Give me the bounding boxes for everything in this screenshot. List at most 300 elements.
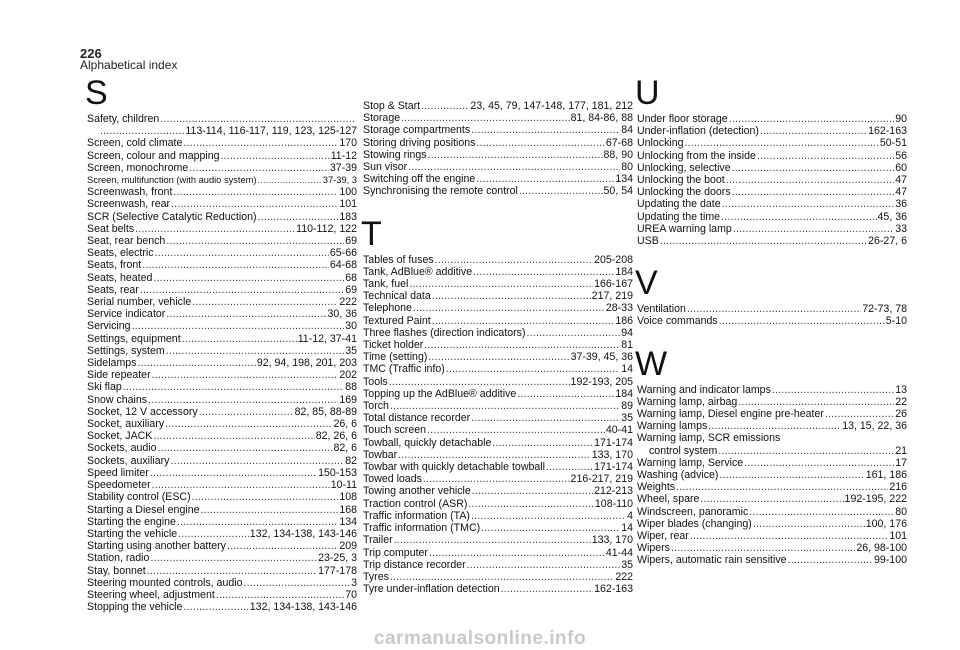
index-entry xyxy=(87,247,357,259)
index-entry-pages: 4 xyxy=(627,509,633,522)
index-entry xyxy=(637,125,907,137)
index-entry-pages: 100 xyxy=(339,186,357,199)
index-entry-label: Tables of fuses xyxy=(363,253,434,266)
index-entry xyxy=(363,100,633,112)
leader-dots xyxy=(171,198,338,210)
index-entry-pages: 70 xyxy=(345,588,357,601)
index-entry xyxy=(363,449,633,461)
index-entry-label: Unlocking from the inside xyxy=(637,149,756,162)
index-entry-pages: 56 xyxy=(895,149,907,162)
index-entry xyxy=(87,467,357,479)
index-entry-pages: 14 xyxy=(621,363,633,376)
index-entry-pages: 37-39, 3 xyxy=(322,175,357,186)
index-entry-label: Under floor storage xyxy=(637,113,728,125)
index-entry xyxy=(363,547,633,559)
index-entry-pages: 50, 54 xyxy=(603,185,633,198)
leader-dots xyxy=(150,552,317,564)
leader-dots xyxy=(708,420,841,432)
index-entry-pages: 82 xyxy=(345,454,357,467)
index-entry-label: Textured Paint xyxy=(363,314,431,327)
index-entry-label: Tank, AdBlue® additive xyxy=(363,265,473,278)
leader-dots xyxy=(200,504,338,516)
index-entry-label: Unlocking xyxy=(637,137,684,150)
leader-dots xyxy=(221,150,330,162)
index-entry-pages: 101 xyxy=(339,198,357,211)
index-entry-label: Stopping the vehicle xyxy=(87,601,183,614)
index-entry xyxy=(637,420,907,432)
index-entry-pages: 162-163 xyxy=(594,583,633,596)
leader-dots xyxy=(788,554,873,566)
leader-dots xyxy=(726,174,894,186)
leader-dots xyxy=(744,457,894,469)
index-entry-label: Screen, colour and mapping xyxy=(87,149,220,162)
index-entry xyxy=(637,186,907,198)
index-entry xyxy=(363,412,633,424)
index-entry-label: Torch xyxy=(363,400,389,413)
index-entry-label: Updating the date xyxy=(637,198,721,211)
index-entry xyxy=(637,211,907,223)
leader-dots xyxy=(757,150,894,162)
index-entry xyxy=(87,125,357,137)
index-entry-label: Ticket holder xyxy=(363,339,424,352)
index-entry-pages: 184 xyxy=(615,387,633,400)
index-entry-label: Steering mounted controls, audio xyxy=(87,576,243,589)
index-entry-pages: 209 xyxy=(339,540,357,553)
index-entry xyxy=(363,351,633,363)
leader-dots xyxy=(182,333,297,345)
index-entry-pages: 82, 6 xyxy=(333,442,357,455)
index-entry-pages: 69 xyxy=(345,283,357,296)
leader-dots xyxy=(183,601,248,613)
leader-dots xyxy=(471,412,620,424)
leader-dots xyxy=(183,137,338,149)
index-entry-pages: 35 xyxy=(621,412,633,425)
leader-dots xyxy=(519,185,603,197)
leader-dots xyxy=(166,235,344,247)
index-entry-pages: 162-163 xyxy=(868,125,907,138)
index-entry-label: Technical data xyxy=(363,290,431,303)
leader-dots xyxy=(719,315,885,327)
leader-dots xyxy=(690,530,889,542)
leader-dots xyxy=(476,173,614,185)
index-entry xyxy=(363,534,633,546)
index-entry xyxy=(87,223,357,235)
leader-dots xyxy=(413,302,605,314)
index-entry-pages: 222 xyxy=(615,570,633,583)
index-entry-label: Sockets, audio xyxy=(87,442,157,455)
index-entry xyxy=(87,479,357,491)
section-letter: U xyxy=(635,74,660,112)
index-entry xyxy=(363,388,633,400)
index-entry xyxy=(637,445,907,457)
index-entry-pages: 168 xyxy=(339,503,357,516)
index-entry-pages: 108-110 xyxy=(594,497,633,510)
index-entry-label: Weights xyxy=(637,481,676,494)
index-entry xyxy=(637,384,907,396)
index-entry-pages: 170 xyxy=(339,137,357,150)
leader-dots xyxy=(749,506,894,518)
index-entry xyxy=(363,559,633,571)
leader-dots xyxy=(660,235,867,247)
leader-dots xyxy=(142,259,329,271)
index-entry-label: Storage xyxy=(363,112,401,125)
index-entry-label: Sockets, auxiliary xyxy=(87,454,170,467)
index-entry xyxy=(87,540,357,552)
index-entry-label: Warning lamp, airbag xyxy=(637,395,738,408)
index-entry xyxy=(363,278,633,290)
index-entry xyxy=(87,272,357,284)
index-entry-label: Settings, equipment xyxy=(87,332,181,345)
index-entry xyxy=(87,430,357,442)
leader-dots xyxy=(148,394,338,406)
index-entry-label: Sidelamps xyxy=(87,357,137,370)
index-entry-label: Seats, heated xyxy=(87,271,153,284)
index-entry-pages: 113-114, 116-117, 119, 123, 125-127 xyxy=(185,125,357,138)
index-entry-label: Safety, children xyxy=(87,113,160,125)
index-entry-label: Traction control (ASR) xyxy=(363,497,468,510)
leader-dots xyxy=(216,589,344,601)
index-entry-pages: 13 xyxy=(895,383,907,396)
index-entry xyxy=(637,137,907,149)
index-entry xyxy=(87,577,357,589)
leader-dots xyxy=(476,137,604,149)
leader-dots xyxy=(192,296,338,308)
index-entry-label: Trailer xyxy=(363,534,393,547)
index-entry-pages: 10-11 xyxy=(330,479,357,492)
index-entry xyxy=(87,137,357,149)
index-entry-pages: 22 xyxy=(895,395,907,408)
index-entry-label: Socket, auxiliary xyxy=(87,418,165,431)
index-entry-pages: 202 xyxy=(339,369,357,382)
leader-dots xyxy=(132,320,345,332)
index-entry-pages: 186 xyxy=(615,314,633,327)
index-entry xyxy=(637,542,907,554)
leader-dots xyxy=(676,481,888,493)
index-entry-pages: 108 xyxy=(339,491,357,504)
index-entry-label: Side repeater xyxy=(87,369,151,382)
index-entry-pages: 184 xyxy=(615,265,633,278)
index-entry-pages: 30, 36 xyxy=(327,308,357,321)
leader-dots xyxy=(152,369,339,381)
index-entry-label: Storing driving positions xyxy=(363,136,476,149)
leader-dots xyxy=(394,534,591,546)
index-entry-label: Unlocking the doors xyxy=(637,186,731,199)
index-entry-label: Three flashes (direction indicators) xyxy=(363,326,526,339)
index-entry xyxy=(637,396,907,408)
index-entry-pages: 205-208 xyxy=(594,253,633,266)
index-entry-label: Station, radio xyxy=(87,552,150,565)
index-entry-pages: 133, 170 xyxy=(591,448,633,461)
index-entry-label: Switching off the engine xyxy=(363,173,476,186)
index-entry-pages: 35 xyxy=(621,558,633,571)
leader-dots xyxy=(733,223,894,235)
index-entry-label: Screen, cold climate xyxy=(87,137,183,150)
leader-dots xyxy=(429,547,605,559)
leader-dots xyxy=(227,540,338,552)
index-entry-label: Wiper, rear xyxy=(637,530,689,543)
index-entry xyxy=(363,137,633,149)
index-entry xyxy=(637,506,907,518)
leader-dots xyxy=(432,315,615,327)
index-entry-label: Telephone xyxy=(363,302,412,315)
index-entry-pages: 72-73, 78 xyxy=(862,303,907,316)
index-entry-pages: 192-195, 222 xyxy=(844,493,907,506)
index-entry-pages: 81 xyxy=(621,339,633,352)
index-entry xyxy=(87,345,357,357)
leader-dots xyxy=(700,493,843,505)
index-entry xyxy=(87,162,357,174)
index-entry-pages: 26, 98-100 xyxy=(856,542,907,555)
leader-dots xyxy=(517,388,614,400)
index-entry-label: Unlocking the boot xyxy=(637,174,725,187)
leader-dots xyxy=(160,113,356,125)
index-entry-label: Washing (advice) xyxy=(637,469,719,482)
index-entry xyxy=(87,174,357,186)
index-entry-pages: 132, 134-138, 143-146 xyxy=(249,527,357,540)
leader-dots xyxy=(772,384,894,396)
index-entry-label: Seat belts xyxy=(87,222,135,235)
leader-dots xyxy=(492,437,593,449)
index-entry-pages: 40-41 xyxy=(605,424,633,437)
index-entry-label: Wipers, automatic rain sensitive xyxy=(637,554,787,567)
index-entry-pages: 69 xyxy=(345,235,357,248)
index-entry-label: Sun visor xyxy=(363,161,408,174)
index-entry-pages: 41-44 xyxy=(605,546,633,559)
leader-dots xyxy=(192,491,339,503)
leader-dots xyxy=(140,284,344,296)
leader-dots xyxy=(432,290,591,302)
index-entry-pages: 68 xyxy=(345,271,357,284)
index-entry-label: Unlocking, selective xyxy=(637,161,731,174)
index-entry-pages: 23-25, 3 xyxy=(318,552,357,565)
index-entry-pages: 92, 94, 198, 201, 203 xyxy=(256,357,357,370)
index-entry-pages: 80 xyxy=(895,505,907,518)
section-gap xyxy=(637,328,907,342)
watermark: carmanualsonline.info xyxy=(373,628,587,649)
index-entry-label: Stay, bonnet xyxy=(87,564,146,577)
index-entry-label: Tyres xyxy=(363,570,389,583)
index-entry-label: Warning lamp, Service xyxy=(637,456,744,469)
index-entry-pages: 60 xyxy=(895,161,907,174)
index-entry xyxy=(363,254,633,266)
leader-dots xyxy=(718,445,894,457)
index-entry-label: Trip distance recorder xyxy=(363,558,466,571)
index-entry-label: USB xyxy=(637,235,659,248)
index-entry xyxy=(87,589,357,601)
index-entry xyxy=(87,211,357,223)
index-entry-pages: 35 xyxy=(345,344,357,357)
leader-dots xyxy=(166,345,344,357)
index-entry-label: Trip computer xyxy=(363,546,428,559)
index-entry-pages: 5-10 xyxy=(885,315,907,328)
index-entry-label: Traffic information (TA) xyxy=(363,509,470,522)
index-entry xyxy=(363,473,633,485)
index-column-2 xyxy=(363,100,633,595)
index-entry-label: Tank, fuel xyxy=(363,278,409,291)
index-entry-label: Service indicator xyxy=(87,308,166,321)
index-entry xyxy=(87,357,357,369)
leader-dots xyxy=(409,278,593,290)
index-entry-pages: 99-100 xyxy=(874,554,907,567)
index-entry xyxy=(637,469,907,481)
index-entry xyxy=(87,333,357,345)
index-entry xyxy=(363,327,633,339)
leader-dots xyxy=(390,571,614,583)
index-entry xyxy=(363,510,633,522)
index-entry-pages: 169 xyxy=(339,393,357,406)
index-entry xyxy=(637,162,907,174)
index-entry-label: SCR (Selective Catalytic Reduction) xyxy=(87,210,257,223)
index-entry-pages: 94 xyxy=(621,326,633,339)
leader-dots xyxy=(147,565,317,577)
index-entry-pages: 100, 176 xyxy=(865,517,907,530)
leader-dots xyxy=(100,125,184,137)
section-letter: S xyxy=(85,74,108,112)
leader-dots xyxy=(257,174,321,186)
index-entry-label: Seats, rear xyxy=(87,283,139,296)
leader-dots xyxy=(825,408,894,420)
index-entry xyxy=(363,400,633,412)
index-entry-pages: 84 xyxy=(621,124,633,137)
index-entry-label: Speedometer xyxy=(87,479,151,492)
index-entry-label: Ski flap xyxy=(87,381,122,394)
index-entry-pages: 88 xyxy=(345,381,357,394)
leader-dots xyxy=(732,186,895,198)
index-entry-pages: 80 xyxy=(621,161,633,174)
index-entry xyxy=(87,150,357,162)
index-entry xyxy=(87,113,357,125)
index-entry xyxy=(87,442,357,454)
index-entry xyxy=(363,290,633,302)
leader-dots xyxy=(170,455,344,467)
index-entry-label: Servicing xyxy=(87,320,131,333)
leader-dots xyxy=(135,223,295,235)
index-entry xyxy=(363,185,633,197)
index-entry xyxy=(363,437,633,449)
leader-dots xyxy=(468,498,594,510)
index-entry-pages: 30 xyxy=(345,320,357,333)
index-entry xyxy=(363,461,633,473)
index-entry xyxy=(87,491,357,503)
index-entry-label: Socket, JACK xyxy=(87,430,153,443)
index-entry xyxy=(363,266,633,278)
index-entry-label: Seats, electric xyxy=(87,247,154,260)
index-entry-label: Steering wheel, adjustment xyxy=(87,588,215,601)
index-entry-pages: 26-27, 6 xyxy=(868,235,907,248)
index-entry-label: Tools xyxy=(363,375,388,388)
section-letter: V xyxy=(635,264,658,303)
index-entry-pages: 183 xyxy=(339,210,357,223)
index-entry xyxy=(637,457,907,469)
index-entry-pages: 11-12, 37-41 xyxy=(297,332,357,345)
section-letter: T xyxy=(361,214,382,253)
leader-dots xyxy=(199,406,294,418)
leader-dots xyxy=(152,479,330,491)
index-entry-label: Towbar with quickly detachable towball xyxy=(363,461,545,474)
leader-dots xyxy=(738,396,894,408)
leader-dots xyxy=(546,461,593,473)
leader-dots xyxy=(165,418,332,430)
leader-dots xyxy=(137,357,255,369)
index-entry-label: Screenwash, front xyxy=(87,186,173,199)
index-entry-pages: 37-39 xyxy=(329,161,357,174)
index-entry-label: Ventilation xyxy=(637,303,686,316)
index-entry-pages: 14 xyxy=(621,522,633,535)
leader-dots xyxy=(173,186,338,198)
index-entry xyxy=(363,339,633,351)
index-entry-label: control system xyxy=(649,444,718,457)
leader-dots xyxy=(501,583,593,595)
index-entry-pages: 65-66 xyxy=(329,247,357,260)
index-entry-label: Starting the vehicle xyxy=(87,527,178,540)
leader-dots xyxy=(467,559,621,571)
section-letter: W xyxy=(635,344,668,383)
leader-dots xyxy=(471,124,620,136)
leader-dots xyxy=(155,247,329,259)
index-entry-label: Towball, quickly detachable xyxy=(363,436,492,449)
leader-dots xyxy=(390,400,620,412)
leader-dots xyxy=(685,137,879,149)
index-entry-pages: 23, 45, 79, 147-148, 177, 181, 212 xyxy=(470,100,633,112)
index-entry-pages: 177-178 xyxy=(318,564,357,577)
index-entry-label: Voice commands xyxy=(637,315,718,328)
index-entry-pages: 171-174 xyxy=(594,461,633,474)
index-entry-label: Starting a Diesel engine xyxy=(87,503,200,516)
leader-dots xyxy=(177,516,338,528)
index-entry-label: Speed limiter xyxy=(87,466,149,479)
leader-dots xyxy=(687,303,861,315)
section-gap xyxy=(637,247,907,261)
index-entry-label: Synchronising the remote control xyxy=(363,185,518,198)
index-entry xyxy=(637,518,907,530)
index-entry-pages: 171-174 xyxy=(594,436,633,449)
index-entry-label: Screenwash, rear xyxy=(87,198,171,211)
index-entry-pages: 3 xyxy=(351,576,357,589)
index-entry-pages: 222 xyxy=(339,296,357,309)
leader-dots xyxy=(389,376,570,388)
index-entry-pages: 13, 15, 22, 36 xyxy=(842,420,907,433)
leader-dots xyxy=(722,198,895,210)
index-entry xyxy=(363,522,633,534)
index-entry xyxy=(637,315,907,327)
index-entry-label: Settings, system xyxy=(87,344,165,357)
index-entry xyxy=(87,528,357,540)
index-entry xyxy=(363,376,633,388)
index-entry-pages: 90 xyxy=(895,113,907,125)
leader-dots xyxy=(481,522,620,534)
index-entry-pages: 33 xyxy=(895,222,907,235)
index-entry xyxy=(87,284,357,296)
index-entry xyxy=(363,149,633,161)
index-entry-label: Total distance recorder xyxy=(363,412,471,425)
index-entry-label: Snow chains xyxy=(87,393,148,406)
index-entry xyxy=(87,516,357,528)
index-entry-label: Touch screen xyxy=(363,424,427,437)
index-entry-pages: 81, 84-86, 88 xyxy=(570,112,633,125)
index-entry-pages: 166-167 xyxy=(594,278,633,291)
index-entry-pages: 17 xyxy=(895,456,907,469)
index-entry-label: Starting using another battery xyxy=(87,540,226,553)
index-entry-pages: 11-12 xyxy=(330,149,357,162)
index-entry-label: Stowing rings xyxy=(363,148,427,161)
index-entry-pages: 132, 134-138, 143-146 xyxy=(249,601,357,614)
index-entry-label: Towed loads xyxy=(363,473,422,486)
leader-dots xyxy=(428,351,569,363)
index-entry-pages: 89 xyxy=(621,400,633,413)
index-entry-pages: 37-39, 45, 36 xyxy=(570,351,633,364)
index-entry-label: TMC (Traffic info) xyxy=(363,363,445,376)
index-entry-pages: 88, 90 xyxy=(603,148,633,161)
